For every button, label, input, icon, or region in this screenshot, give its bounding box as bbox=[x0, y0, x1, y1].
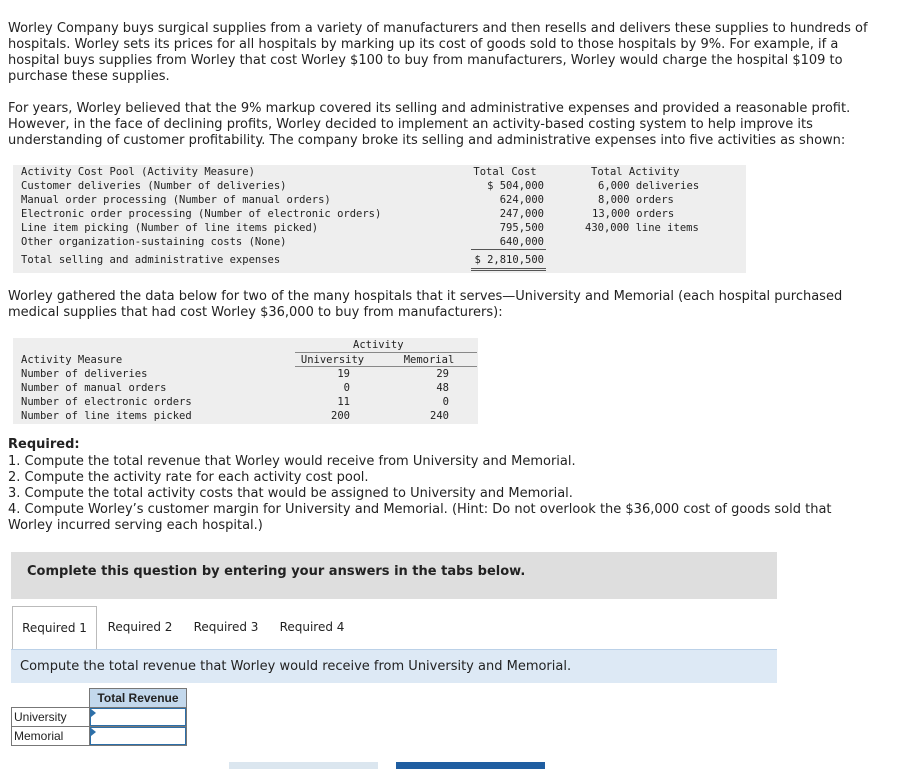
intro-paragraph-2: For years, Worley believed that the 9% markup covered its selling and administrative expenses and provided a reasonable profit. However, in the face of declining profits, Worley decided to implement an activity-based costing system to help improve its understanding of customer profitability. The company broke its selling and administrative expenses into five activities as shown: bbox=[8, 101, 851, 148]
subtotal-underline bbox=[471, 249, 546, 250]
pool-row-activity: 430,000 line items bbox=[585, 222, 699, 234]
pool-header: Activity Cost Pool (Activity Measure) bbox=[21, 166, 255, 178]
memorial-value: 48 bbox=[436, 382, 449, 394]
measure-label: Number of electronic orders bbox=[21, 396, 192, 408]
measure-label: Number of manual orders bbox=[21, 382, 167, 394]
answer-table bbox=[11, 688, 187, 746]
cost-header: Total Cost bbox=[473, 166, 537, 178]
pool-row-label: Customer deliveries (Number of deliveries) bbox=[21, 180, 287, 192]
pool-row-activity: 6,000 deliveries bbox=[598, 180, 700, 192]
answer-cell bbox=[90, 708, 187, 727]
measure-header: Activity Measure bbox=[21, 354, 123, 366]
memorial-value: 240 bbox=[430, 410, 449, 422]
hospital-activity-table bbox=[13, 338, 478, 424]
next-button[interactable] bbox=[396, 762, 545, 769]
measure-label: Number of deliveries bbox=[21, 368, 148, 380]
required-item-2: 2. Compute the activity rate for each activity cost pool. bbox=[8, 470, 369, 485]
answer-row-label: Memorial bbox=[12, 727, 90, 746]
university-header: University bbox=[300, 354, 365, 366]
total-row-cost: $ 2,810,500 bbox=[474, 254, 544, 266]
required-title: Required: bbox=[8, 437, 80, 452]
pool-row-label: Electronic order processing (Number of electronic orders) bbox=[21, 208, 382, 220]
required-item-1: 1. Compute the total revenue that Worley would receive from University and Memorial. bbox=[8, 454, 576, 469]
pool-row-cost: 640,000 bbox=[499, 236, 544, 248]
tab-instruction: Compute the total revenue that Worley would receive from University and Memorial. bbox=[20, 659, 572, 674]
activity-header: Total Activity bbox=[591, 166, 680, 178]
university-revenue-input[interactable] bbox=[90, 708, 186, 726]
pool-row-cost: 795,500 bbox=[499, 222, 544, 234]
pool-row-activity: 8,000 orders bbox=[598, 194, 674, 206]
instruction-panel bbox=[11, 552, 777, 599]
activity-cost-pool-table bbox=[13, 165, 746, 273]
required-item-4: 4. Compute Worley’s customer margin for University and Memorial. (Hint: Do not overlook the $36,000 cost of goods sold that Worley incurred serving each hospital.) bbox=[8, 502, 832, 533]
tab-required-2[interactable]: Required 2 bbox=[107, 620, 173, 634]
intro-paragraph-1: Worley Company buys surgical supplies from a variety of manufacturers and then resells and delivers these supplies to hundreds of hospitals. Worley sets its prices for all hospitals by marking up its cost of goods sold to those hospitals by 9%. For example, if a hospital buys supplies from Worley that cost Worley $100 to buy from manufacturers, Worley would charge the hospital $109 to purchase these supplies. bbox=[8, 21, 868, 84]
instruction-panel-text: Complete this question by entering your answers in the tabs below. bbox=[27, 564, 526, 579]
activity-group-header: Activity bbox=[353, 339, 404, 351]
pool-row-label: Manual order processing (Number of manual orders) bbox=[21, 194, 331, 206]
memorial-value: 29 bbox=[436, 368, 449, 380]
memorial-revenue-input[interactable] bbox=[90, 727, 186, 745]
university-value: 0 bbox=[343, 382, 350, 394]
required-item-3: 3. Compute the total activity costs that would be assigned to University and Memorial. bbox=[8, 486, 573, 501]
tab-required-4[interactable]: Required 4 bbox=[279, 620, 345, 634]
total-underline-1 bbox=[471, 268, 546, 269]
memorial-value: 0 bbox=[442, 396, 449, 408]
university-value: 11 bbox=[337, 396, 350, 408]
university-value: 200 bbox=[331, 410, 350, 422]
memorial-header: Memorial bbox=[403, 354, 455, 366]
measure-label: Number of line items picked bbox=[21, 410, 192, 422]
university-value: 19 bbox=[337, 368, 350, 380]
pool-row-cost: 624,000 bbox=[499, 194, 544, 206]
answer-row-label: University bbox=[12, 708, 90, 727]
pool-row-label: Line item picking (Number of line items picked) bbox=[21, 222, 319, 234]
total-underline-2 bbox=[471, 270, 546, 271]
pool-row-activity: 13,000 orders bbox=[592, 208, 675, 220]
answer-cell bbox=[90, 727, 187, 746]
pool-row-cost: $ 504,000 bbox=[487, 180, 544, 192]
tab-required-1[interactable]: Required 1 bbox=[12, 606, 97, 650]
previous-button[interactable] bbox=[229, 762, 378, 769]
total-row-label: Total selling and administrative expenses bbox=[21, 254, 281, 266]
pool-row-label: Other organization-sustaining costs (None) bbox=[21, 236, 287, 248]
pool-row-cost: 247,000 bbox=[499, 208, 544, 220]
answer-table-corner bbox=[12, 689, 90, 708]
tab-required-3[interactable]: Required 3 bbox=[193, 620, 259, 634]
hospital-intro: Worley gathered the data below for two of the many hospitals that it serves—University and Memorial (each hospital purchased medical supplies that had cost Worley $36,000 to buy from manufacturers): bbox=[8, 289, 843, 320]
total-revenue-header: Total Revenue bbox=[90, 689, 187, 708]
tab-content-header bbox=[11, 649, 777, 683]
